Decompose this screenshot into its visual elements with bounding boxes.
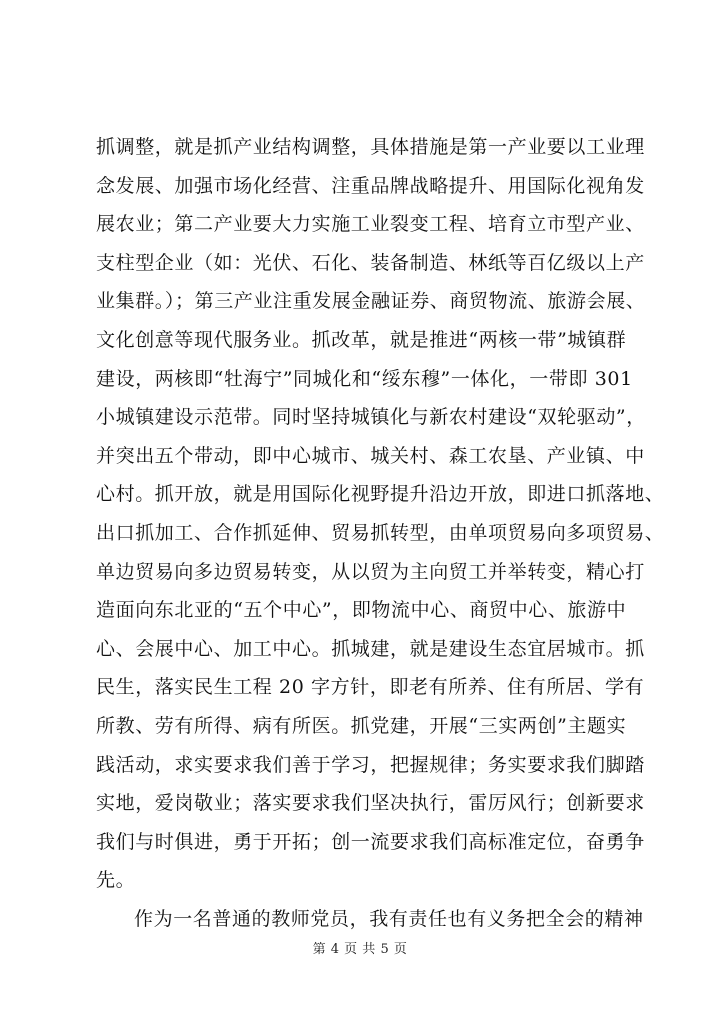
text-line: 造面向东北亚的“五个中心”，即物流中心、商贸中心、旅游中 [96,599,627,622]
text-line: 出口抓加工、合作抓延伸、贸易抓转型，由单项贸易向多项贸易、 [96,521,665,544]
text-line: 建设，两核即“牡海宁”同城化和“绥东穆”一体化，一带即 301 [96,367,633,390]
text-line: 小城镇建设示范带。同时坚持城镇化与新农村建设“双轮驱动”， [96,406,646,429]
text-line: 文化创意等现代服务业。抓改革，就是推进“两核一带”城镇群 [96,328,627,351]
body-text [96,128,665,938]
text-line: 心村。抓开放，就是用国际化视野提升沿边开放，即进口抓落地、 [96,483,665,506]
text-line: 业集群。）；第三产业注重发展金融证券、商贸物流、旅游会展、 [96,290,646,313]
paragraph-1 [96,128,665,900]
text-line: 支柱型企业（如：光伏、石化、装备制造、林纸等百亿级以上产 [96,251,645,274]
page-footer [0,938,720,957]
text-line: 践活动，求实要求我们善于学习，把握规律；务实要求我们脚踏 [96,753,645,776]
text-line: 先。 [96,869,136,892]
text-line: 民生，落实民生工程 20 字方针，即老有所养、住有所居、学有 [96,676,645,699]
text-line: 并突出五个带动，即中心城市、城关村、森工农垦、产业镇、中 [96,444,645,467]
text-line: 心、会展中心、加工中心。抓城建，就是建设生态宜居城市。抓 [96,637,645,660]
text-line: 所教、劳有所得、病有所医。抓党建，开展“三实两创”主题实 [96,714,627,737]
text-line: 单边贸易向多边贸易转变，从以贸为主向贸工并举转变，精心打 [96,560,645,583]
text-line: 作为一名普通的教师党员，我有责任也有义务把全会的精神 [134,907,644,930]
text-line: 实地，爱岗敬业；落实要求我们坚决执行，雷厉风行；创新要求 [96,792,645,815]
text-line: 念发展、加强市场化经营、注重品牌战略提升、用国际化视角发 [96,174,645,197]
text-line: 展农业；第二产业要大力实施工业裂变工程、培育立市型产业、 [96,213,645,236]
page-indicator: 第 4 页 共 5 页 [312,942,408,957]
text-line: 抓调整，就是抓产业结构调整，具体措施是第一产业要以工业理 [96,136,645,158]
paragraph-2 [96,900,644,939]
text-line: 我们与时俱进，勇于开拓；创一流要求我们高标准定位，奋勇争 [96,830,645,853]
